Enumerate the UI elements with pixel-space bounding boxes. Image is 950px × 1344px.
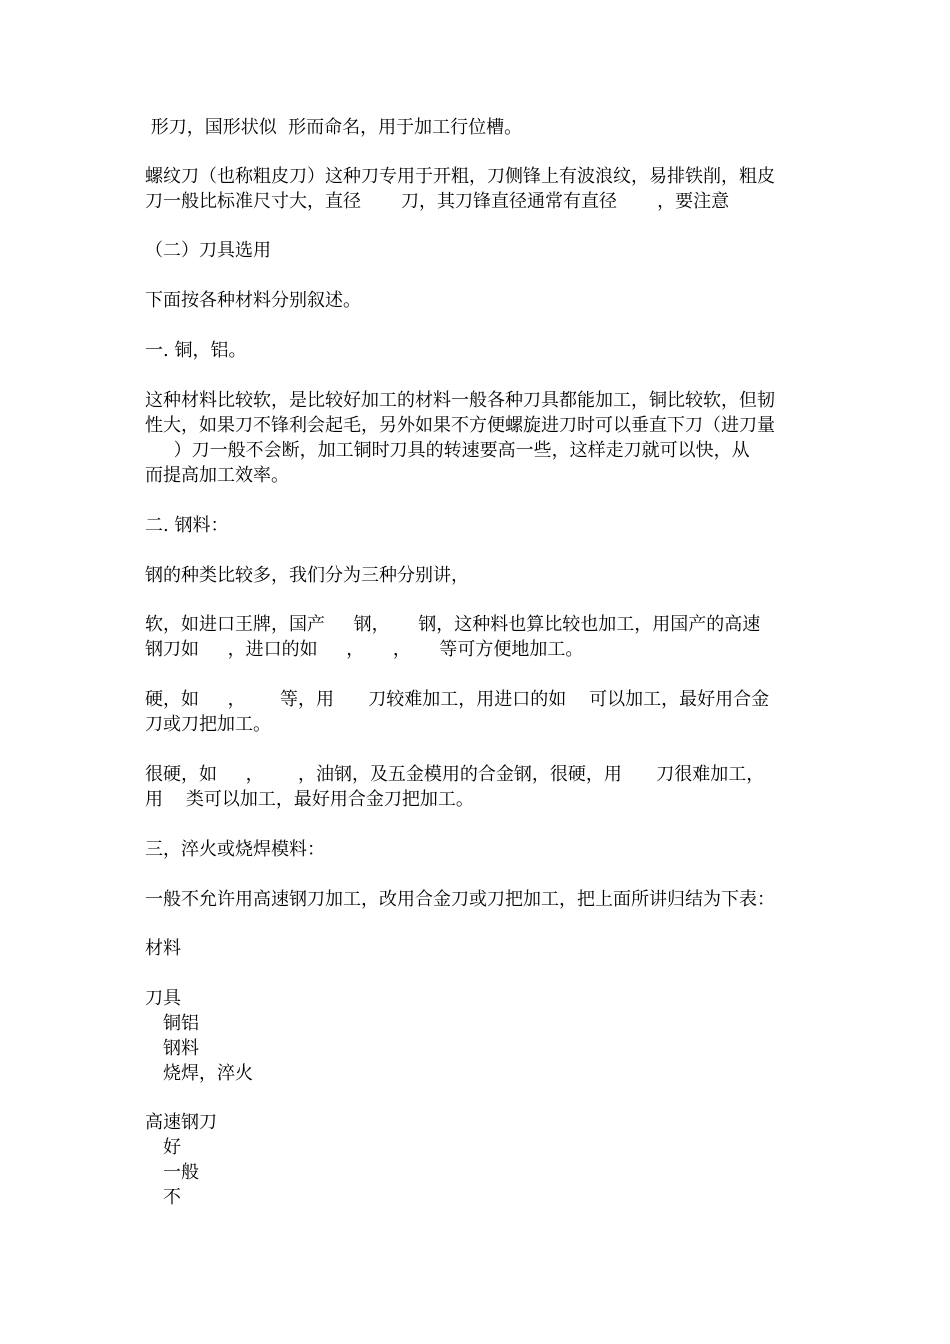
section-heading: 三，淬火或烧焊模料： xyxy=(145,839,325,860)
text-line: 下面按各种材料分别叙述。 xyxy=(145,290,361,311)
table-cell-header: 高速钢刀 xyxy=(145,1112,217,1133)
section-heading: （二）刀具选用 xyxy=(145,240,271,261)
table-cell: 不 xyxy=(163,1187,181,1208)
table-cell: 好 xyxy=(163,1137,181,1158)
table-cell: 一般 xyxy=(163,1162,199,1183)
section-heading: 一. 铜，铝。 xyxy=(145,340,247,361)
text-line: 一般不允许用高速钢刀加工，改用合金刀或刀把加工，把上面所讲归结为下表： xyxy=(145,889,775,910)
text-line: 钢的种类比较多，我们分为三种分别讲， xyxy=(145,565,469,586)
table-cell-header: 刀具 xyxy=(145,988,181,1009)
section-heading: 二. 钢料： xyxy=(145,515,229,536)
text-line: 而提高加工效率。 xyxy=(145,465,289,486)
table-cell: 钢料 xyxy=(163,1038,199,1059)
text-line: 硬，如 ， 等，用 刀较难加工，用进口的如 可以加工，最好用合金 xyxy=(145,689,770,710)
text-line: 这种材料比较软，是比较好加工的材料一般各种刀具都能加工，铜比较软，但韧 xyxy=(145,390,775,411)
text-line: 很硬，如 ， ，油钢，及五金模用的合金钢，很硬，用 刀很难加工， xyxy=(145,764,765,785)
text-line: 螺纹刀（也称粗皮刀）这种刀专用于开粗，刀侧锋上有波浪纹，易排铁削，粗皮 xyxy=(145,166,775,187)
text-line: 刀或刀把加工。 xyxy=(145,714,271,735)
table-cell-header: 材料 xyxy=(145,938,181,959)
text-line: 刀一般比标准尺寸大，直径 刀，其刀锋直径通常有直径 ，要注意 xyxy=(145,191,730,212)
text-line: 形刀，国形状似 形而命名，用于加工行位槽。 xyxy=(145,117,523,138)
text-line: 性大，如果刀不锋利会起毛，另外如果不方便螺旋进刀时可以垂直下刀（进刀量 xyxy=(145,415,775,436)
text-line: 钢刀如 ，进口的如 ， ， 等可方便地加工。 xyxy=(145,639,584,660)
table-cell: 铜铝 xyxy=(163,1013,199,1034)
text-line: ）刀一般不会断，加工铜时刀具的转速要高一些，这样走刀就可以快，从 xyxy=(145,440,750,461)
text-line: 软，如进口王牌，国产 钢， 钢，这种料也算比较也加工，用国产的高速 xyxy=(145,614,761,635)
text-line: 用 类可以加工，最好用合金刀把加工。 xyxy=(145,789,474,810)
table-cell: 烧焊，淬火 xyxy=(163,1063,253,1084)
